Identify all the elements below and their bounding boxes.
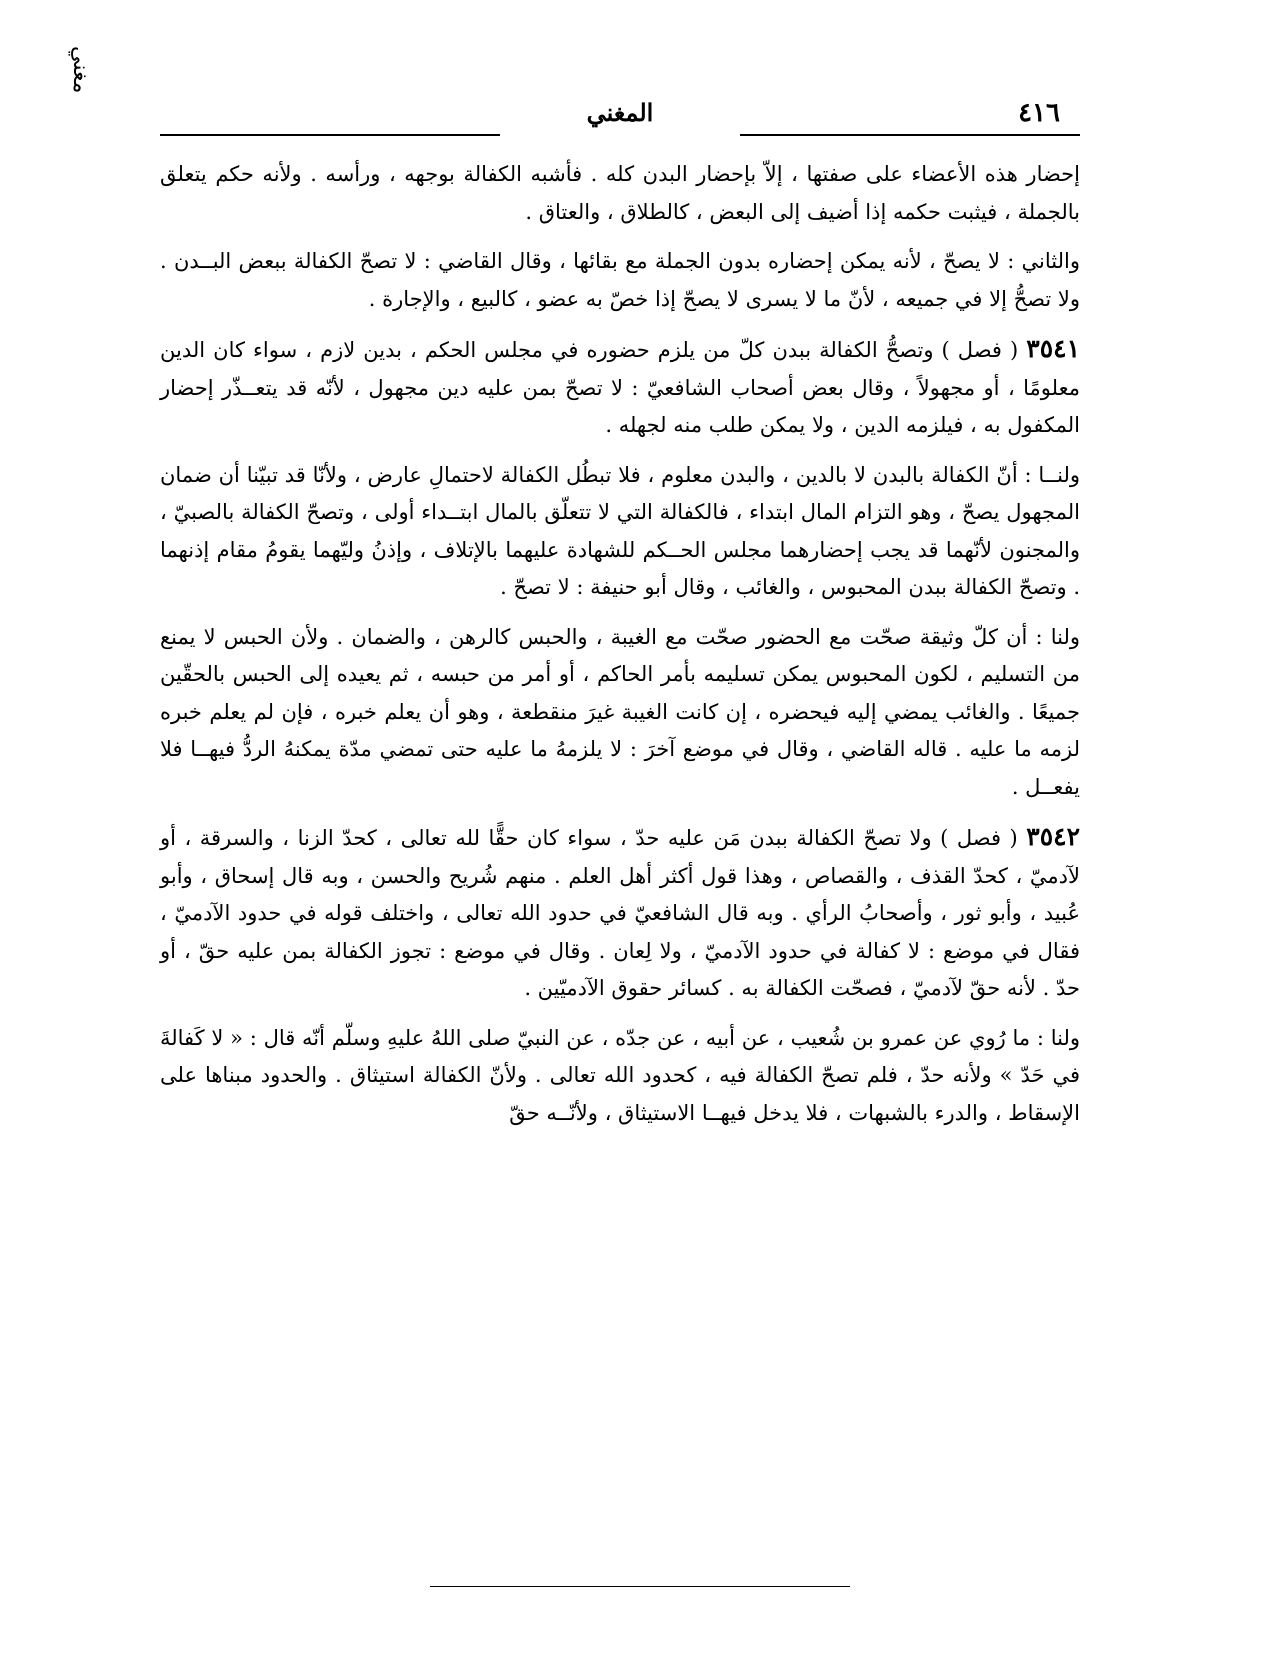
- section-number: ٣٥٤١: [1026, 334, 1081, 363]
- footer-rule: [430, 1586, 850, 1587]
- section-paragraph: ٣٥٤٢ ( فصل ) ولا تصحّ الكفالة ببدن مَن عليه حدّ ، سواء كان حقًّا لله تعالى ، كحدّ الزنا ، والسرقة ، أو لآدميّ ، كحدّ القذف ، والقصاص ، وهذا قول أكثر أهل العلم . منهم شُريح والحسن ، وبه قال إسحاق ، وأبو عُبيد ، وأبو ثور ، وأصحابُ الرأي . وبه قال الشافعيّ في حدود الله تعالى ، واختلف قوله في حدود الآدميّ ، فقال في موضع : لا كفالة في حدود الآدميّ ، ولا لِعان . وقال في موضع : تجوز الكفالة بمن عليه حقّ ، أو حدّ . لأنه حقّ لآدميّ ، فصحّت الكفالة به . كسائر حقوق الآدميّين .: [160, 822, 1080, 1000]
- corner-stamp: مغني: [68, 46, 93, 94]
- page-number: ٤١٦: [1018, 98, 1060, 128]
- paragraph: والثاني : لا يصحّ ، لأنه يمكن إحضاره بدون الجملة مع بقائها ، وقال القاضي : لا تصحّ الكفالة ببعض البــدن . ولا تصحُّ إلا في جميعه ، لأنّ ما لا يسرى لا يصحّ إذا خصّ به عضو ، كالبيع ، والإجارة .: [160, 249, 1080, 311]
- paragraph: ولنا : ما رُوي عن عمرو بن شُعيب ، عن أبيه ، عن جدّه ، عن النبيّ صلى اللهُ عليهِ وسلّم أنّه قال : « لا كَفالةَ في حَدّ » ولأنه حدّ ، فلم تصحّ الكفالة فيه ، كحدود الله تعالى . ولأنّ الكفالة استيثاق . والحدود مبناها على الإسقاط ، والدرء بالشبهات ، فلا يدخل فيهــا الاستيثاق ، ولأنّــه حقّ: [160, 1025, 1080, 1125]
- body-text: [160, 156, 1080, 1132]
- paragraph: ولنا : أن كلّ وثيقة صحّت مع الحضور صحّت مع الغيبة ، والحبس كالرهن ، والضمان . ولأن الحبس لا يمنع من التسليم ، لكون المحبوس يمكن تسليمه بأمر الحاكم ، أو أمر من حبسه ، ثم يعيده إلى الحبس بالحقّين جميعًا . والغائب يمضي إليه فيحضره ، إن كانت الغيبة غيرَ منقطعة ، وهو أن يعلم خبره ، فإن لم يعلم خبره لزمه ما عليه . قاله القاضي ، وقال في موضع آخرَ : لا يلزمهُ ما عليه حتى تمضي مدّة يمكنهُ الردُّ فيهــا فلا يفعــل .: [160, 624, 1080, 799]
- running-title: المغني: [586, 98, 654, 127]
- page: [160, 88, 1080, 1144]
- header-rule-left: [160, 134, 500, 136]
- paragraph: إحضار هذه الأعضاء على صفتها ، إلاّ بإحضار البدن كله . فأشبه الكفالة بوجهه ، ورأسه . ولأنه حكم يتعلق بالجملة ، فيثبت حكمه إذا أضيف إلى البعض ، كالطلاق ، والعتاق .: [160, 162, 1080, 224]
- section-number: ٣٥٤٢: [1026, 822, 1080, 851]
- running-head: [160, 88, 1080, 138]
- header-rule-right: [740, 134, 1080, 136]
- paragraph: ولنــا : أنّ الكفالة بالبدن لا بالدين ، والبدن معلوم ، فلا تبطُل الكفالة لاحتمالِ عارض ، ولأنّا قد تبيّنا أن ضمان المجهول يصحّ ، وهو التزام المال ابتداء ، فالكفالة التي لا تتعلّق بالمال ابتــداء أولى ، وتصحّ الكفالة بالصبيّ ، والمجنون لأنّهما قد يجب إحضارهما مجلس الحــكم للشهادة عليهما بالإتلاف ، وإذنُ وليّهما يقومُ مقام إذنهما . وتصحّ الكفالة ببدن المحبوس ، والغائب ، وقال أبو حنيفة : لا تصحّ .: [160, 462, 1080, 599]
- section-paragraph: ٣٥٤١ ( فصل ) وتصحُّ الكفالة ببدن كلّ من يلزم حضوره في مجلس الحكم ، بدين لازم ، سواء كان الدين معلومًا ، أو مجهولاً ، وقال بعض أصحاب الشافعيّ : لا تصحّ بمن عليه دين مجهول ، لأنّه قد يتعــذّر إحضار المكفول به ، فيلزمه الدين ، ولا يمكن طلب منه لجهله .: [160, 334, 1081, 437]
